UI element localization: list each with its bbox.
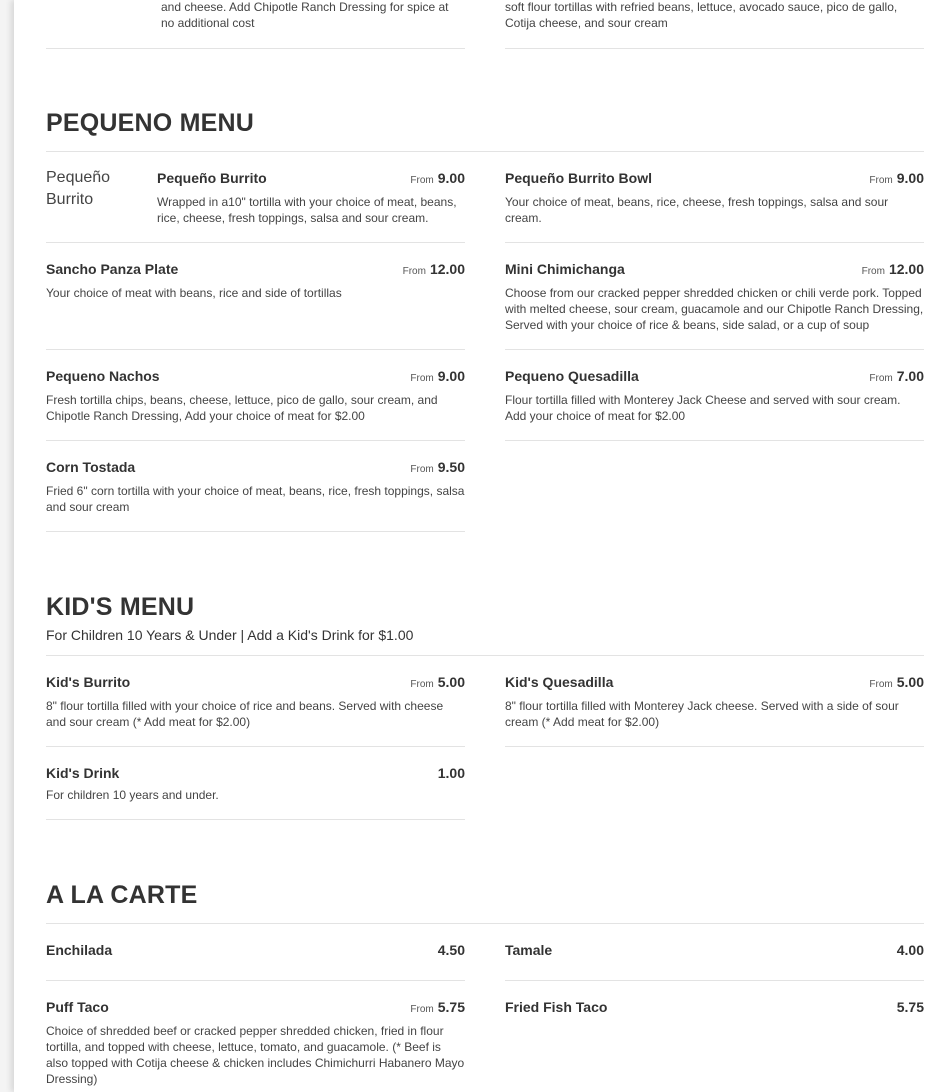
- menu-item-price: [410, 459, 465, 477]
- menu-item-name[interactable]: Sancho Panza Plate: [46, 261, 179, 277]
- menu-item-name[interactable]: Kid's Quesadilla: [505, 674, 614, 690]
- price-amount: 9.00: [437, 368, 465, 384]
- menu-item-description: Choose from our cracked pepper shredded chicken or chili verde pork. Topped with melted cheese, sour cream, guacamole and our Chipotle Ranch Dressing, Served with your choice of rice & beans, side salad, or a cup of soup: [505, 286, 924, 332]
- section-title-pequeno-menu: PEQUENO MENU: [46, 109, 254, 137]
- price-from-label: From: [861, 266, 885, 277]
- menu-item-description: Flour tortilla filled with Monterey Jack Cheese and served with sour cream. Add your choice of meat for $2.00: [505, 393, 901, 423]
- menu-item-name[interactable]: Puff Taco: [46, 999, 109, 1015]
- menu-item-price: [438, 942, 465, 960]
- menu-item-description: Fried 6" corn tortilla with your choice of meat, beans, rice, fresh toppings, salsa and sour cream: [46, 484, 465, 514]
- menu-item-price: [862, 261, 924, 279]
- price-amount: 1.00: [437, 765, 465, 781]
- divider: [46, 746, 465, 747]
- divider: [46, 819, 465, 820]
- section-divider: [46, 151, 924, 152]
- divider: [505, 440, 924, 441]
- price-from-label: From: [869, 679, 893, 690]
- menu-item-description: soft flour tortillas with refried beans, lettuce, avocado sauce, pico de gallo, Cotija cheese, and sour cream: [505, 0, 898, 30]
- price-amount: 4.00: [896, 942, 924, 958]
- divider: [46, 242, 465, 243]
- section-divider: [46, 655, 924, 656]
- menu-item-price: [410, 368, 465, 386]
- divider: [46, 349, 465, 350]
- menu-item-description: Your choice of meat, beans, rice, cheese, fresh toppings, salsa and sour cream.: [505, 195, 889, 225]
- price-from-label: From: [869, 175, 893, 186]
- menu-item-name[interactable]: Pequeño Burrito: [157, 170, 267, 186]
- price-amount: 12.00: [429, 261, 465, 277]
- menu-item-description: 8" flour tortilla filled with Monterey Jack cheese. Served with a side of sour cream (* Add meat for $2.00): [505, 699, 899, 729]
- price-amount: 5.75: [896, 999, 924, 1015]
- menu-item-description: Choice of shredded beef or cracked pepper shredded chicken, fried in flour tortilla, and topped with cheese, lettuce, tomato, and guacamole. (* Beef is also topped with Cotija cheese & chicken includes Chimichurri Habanero Mayo Dressing): [46, 1024, 465, 1086]
- menu-item-price: [410, 170, 465, 188]
- menu-page: [14, 0, 950, 1092]
- divider: [505, 746, 924, 747]
- price-amount: 9.00: [437, 170, 465, 186]
- menu-item-description: For children 10 years and under.: [46, 788, 219, 802]
- divider: [46, 440, 465, 441]
- divider: [505, 242, 924, 243]
- menu-item-price: [403, 261, 465, 279]
- menu-item-price: [897, 999, 924, 1017]
- price-amount: 5.00: [437, 674, 465, 690]
- section-subtitle: For Children 10 Years & Under | Add a Kid's Drink for $1.00: [46, 627, 414, 643]
- menu-item-price: [869, 368, 924, 386]
- section-divider: [46, 923, 924, 924]
- menu-item-name[interactable]: Pequeno Quesadilla: [505, 368, 639, 384]
- menu-item-description: Your choice of meat with beans, rice and side of tortillas: [46, 286, 342, 300]
- divider: [505, 349, 924, 350]
- menu-item-name[interactable]: Pequeno Nachos: [46, 368, 160, 384]
- menu-item-price: [869, 674, 924, 692]
- price-amount: 9.00: [896, 170, 924, 186]
- menu-item-name[interactable]: Tamale: [505, 942, 553, 958]
- price-from-label: From: [402, 266, 426, 277]
- menu-item-price: [869, 170, 924, 188]
- price-from-label: From: [869, 373, 893, 384]
- price-from-label: From: [410, 1004, 434, 1015]
- menu-item-description: 8" flour tortilla filled with your choice of rice and beans. Served with cheese and sour cream (* Add meat for $2.00): [46, 699, 444, 729]
- price-amount: 7.00: [896, 368, 924, 384]
- menu-item-price: [438, 765, 465, 783]
- price-from-label: From: [410, 373, 434, 384]
- price-amount: 12.00: [888, 261, 924, 277]
- menu-item-description: Wrapped in a10" tortilla with your choice of meat, beans, rice, cheese, fresh toppings, salsa and sour cream.: [157, 195, 457, 225]
- menu-item-description: and cheese. Add Chipotle Ranch Dressing for spice at no additional cost: [161, 0, 449, 30]
- price-amount: 5.00: [896, 674, 924, 690]
- menu-item-price: [410, 999, 465, 1017]
- price-amount: 9.50: [437, 459, 465, 475]
- divider: [505, 48, 924, 49]
- divider: [46, 980, 465, 981]
- menu-item-name[interactable]: Corn Tostada: [46, 459, 136, 475]
- menu-item-name[interactable]: Kid's Drink: [46, 765, 120, 781]
- price-from-label: From: [410, 175, 434, 186]
- menu-item-name[interactable]: Fried Fish Taco: [505, 999, 608, 1015]
- price-amount: 5.75: [437, 999, 465, 1015]
- menu-item-name[interactable]: Kid's Burrito: [46, 674, 131, 690]
- divider: [505, 980, 924, 981]
- menu-item-name[interactable]: Pequeño Burrito Bowl: [505, 170, 652, 186]
- menu-item-price: [410, 674, 465, 692]
- price-from-label: From: [410, 679, 434, 690]
- menu-item-name[interactable]: Enchilada: [46, 942, 113, 958]
- section-title-kids-menu: KID'S MENU: [46, 593, 195, 621]
- divider: [46, 48, 465, 49]
- menu-item-description: Fresh tortilla chips, beans, cheese, lettuce, pico de gallo, sour cream, and Chipotle Ranch Dressing, Add your choice of meat for $2.00: [46, 393, 438, 423]
- divider: [46, 531, 465, 532]
- price-amount: 4.50: [437, 942, 465, 958]
- menu-item-price: [897, 942, 924, 960]
- item-image-placeholder[interactable]: Pequeño Burrito: [46, 169, 111, 208]
- menu-item-name[interactable]: Mini Chimichanga: [505, 261, 625, 277]
- price-from-label: From: [410, 464, 434, 475]
- section-title-a-la-carte: A LA CARTE: [46, 881, 198, 909]
